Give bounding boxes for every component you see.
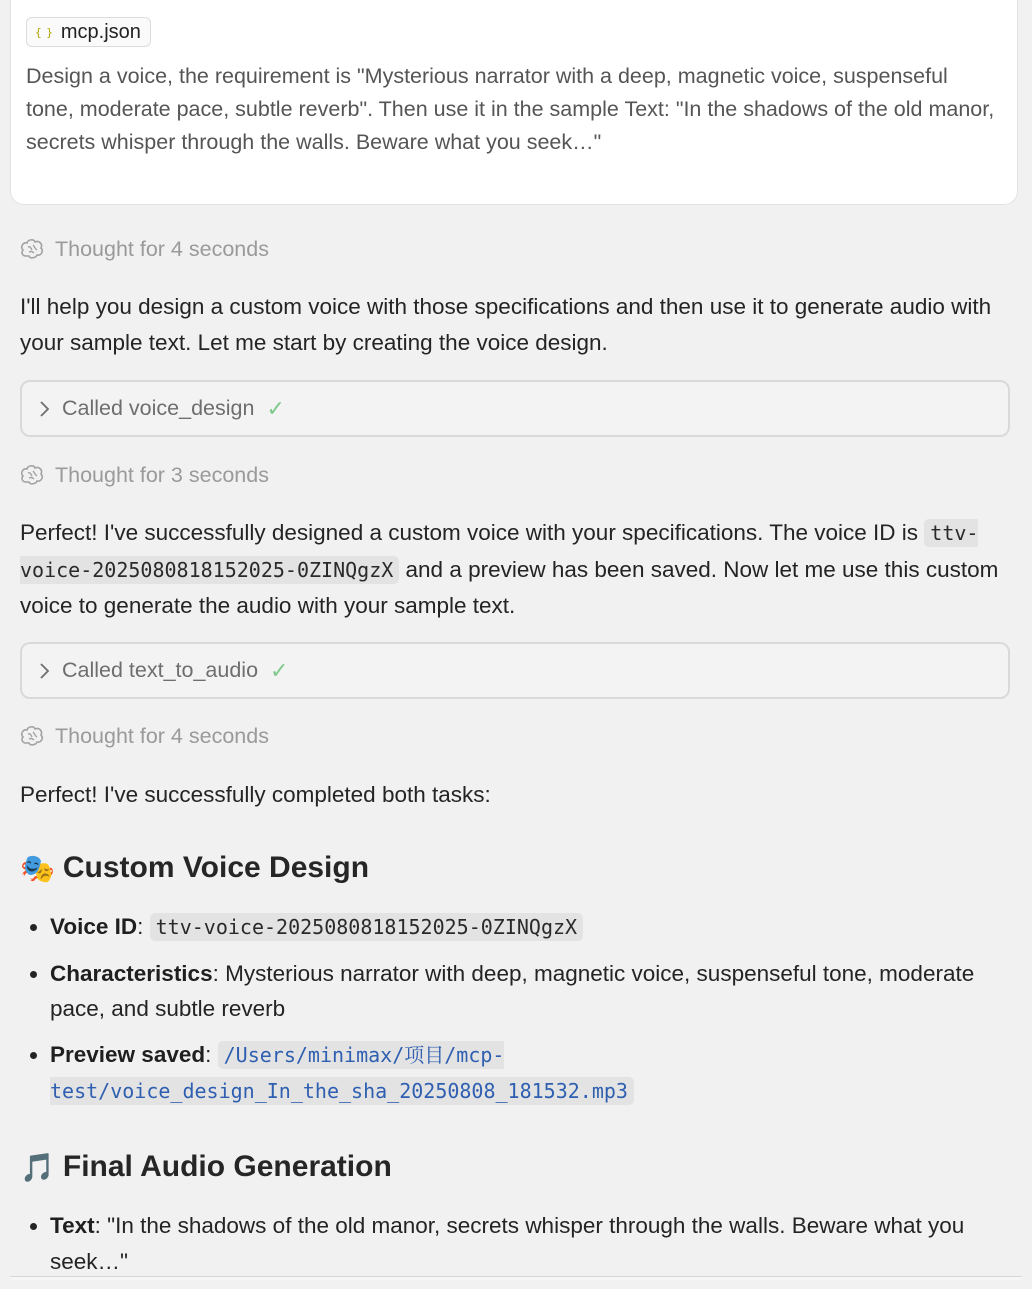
tool-call-text-to-audio[interactable] [20,642,1010,699]
json-braces-icon: { } [35,25,52,39]
tool-call-voice-design[interactable] [20,380,1010,437]
preview-label: Preview saved [50,1041,206,1067]
assistant-summary: Perfect! I've successfully completed both tasks: [20,782,491,807]
text-value: : "In the shadows of the old manor, secrets whisper through the walls. Beware what you seek…" [50,1213,965,1274]
list-item-preview: • Preview saved: /Users/minimax/项目/mcp-test/voice_design_In_the_sha_20250808_181532.mp3 [50,1037,1015,1110]
check-icon: ✓ [270,657,289,683]
characteristics-value: : Mysterious narrator with deep, magnetic voice, suspenseful tone, moderate pace, and subtle reverb [50,960,975,1021]
heading-text: Custom Voice Design [62,851,370,884]
para-text-after: and a preview has been saved. Now let me use this custom voice to generate the audio with your sample text. [20,556,999,618]
assistant-intro: I'll help you design a custom voice with those specifications and then use it to generate audio with your sample text. Let me start by creating the voice design. [20,294,992,355]
list-item-characteristics [50,956,1015,1027]
user-message-text: Design a voice, the requirement is "Mysterious narrator with a deep, magnetic voice, suspenseful tone, moderate pace, subtle reverb". Then use it in the sample Text: "In the shadows of the old manor, secrets whisper through the walls. Beware what you seek…" [26,64,995,154]
chevron-right-icon [38,662,50,680]
text-label: Text [50,1213,95,1238]
heading-final-audio-generation [20,1147,392,1187]
voice-id-label: Voice ID [50,914,138,939]
thought-label: Thought for 4 seconds [55,723,269,748]
check-icon: ✓ [266,395,285,421]
thought-label: Thought for 3 seconds [55,462,269,487]
preview-path-link[interactable]: /Users/minimax/项目/mcp-test/voice_design_In_the_sha_20250808_181532.mp3 [50,1041,634,1106]
thought-indicator-3[interactable] [20,721,269,751]
thought-label: Thought for 4 seconds [55,236,269,261]
chevron-right-icon [38,400,50,418]
voice-id-value: ttv-voice-2025080818152025-0ZINQgzX [150,913,583,941]
brain-icon [20,725,44,747]
tool-call-label: Called text_to_audio [62,658,259,682]
musical-note-icon: 🎵 [20,1151,55,1183]
voice-id-code: ttv-voice-2025080818152025-0ZINQgzX [20,521,979,582]
attachment-chip[interactable] [26,17,151,47]
brain-icon [20,238,44,260]
heading-custom-voice-design [20,848,369,888]
thought-indicator-2[interactable] [20,460,269,490]
thought-indicator-1[interactable] [20,234,269,264]
assistant-voice-created [20,515,1010,624]
performing-arts-icon: 🎭 [20,852,55,884]
tool-call-label: Called voice_design [62,396,255,420]
list-item-voice-id: • Voice ID: ttv-voice-2025080818152025-0ZINQgzX [50,909,1015,946]
user-message-card [10,0,1018,205]
para-text-before: Perfect! I've successfully designed a custom voice with your specifications. The voice ID is [20,520,925,545]
voice-details-list [20,909,1015,1120]
list-item-text [50,1208,1015,1279]
characteristics-label: Characteristics [50,960,213,986]
attachment-name: mcp.json [60,20,141,43]
bottom-divider [10,1276,1022,1280]
heading-text: Final Audio Generation [62,1150,392,1183]
brain-icon [20,464,44,486]
